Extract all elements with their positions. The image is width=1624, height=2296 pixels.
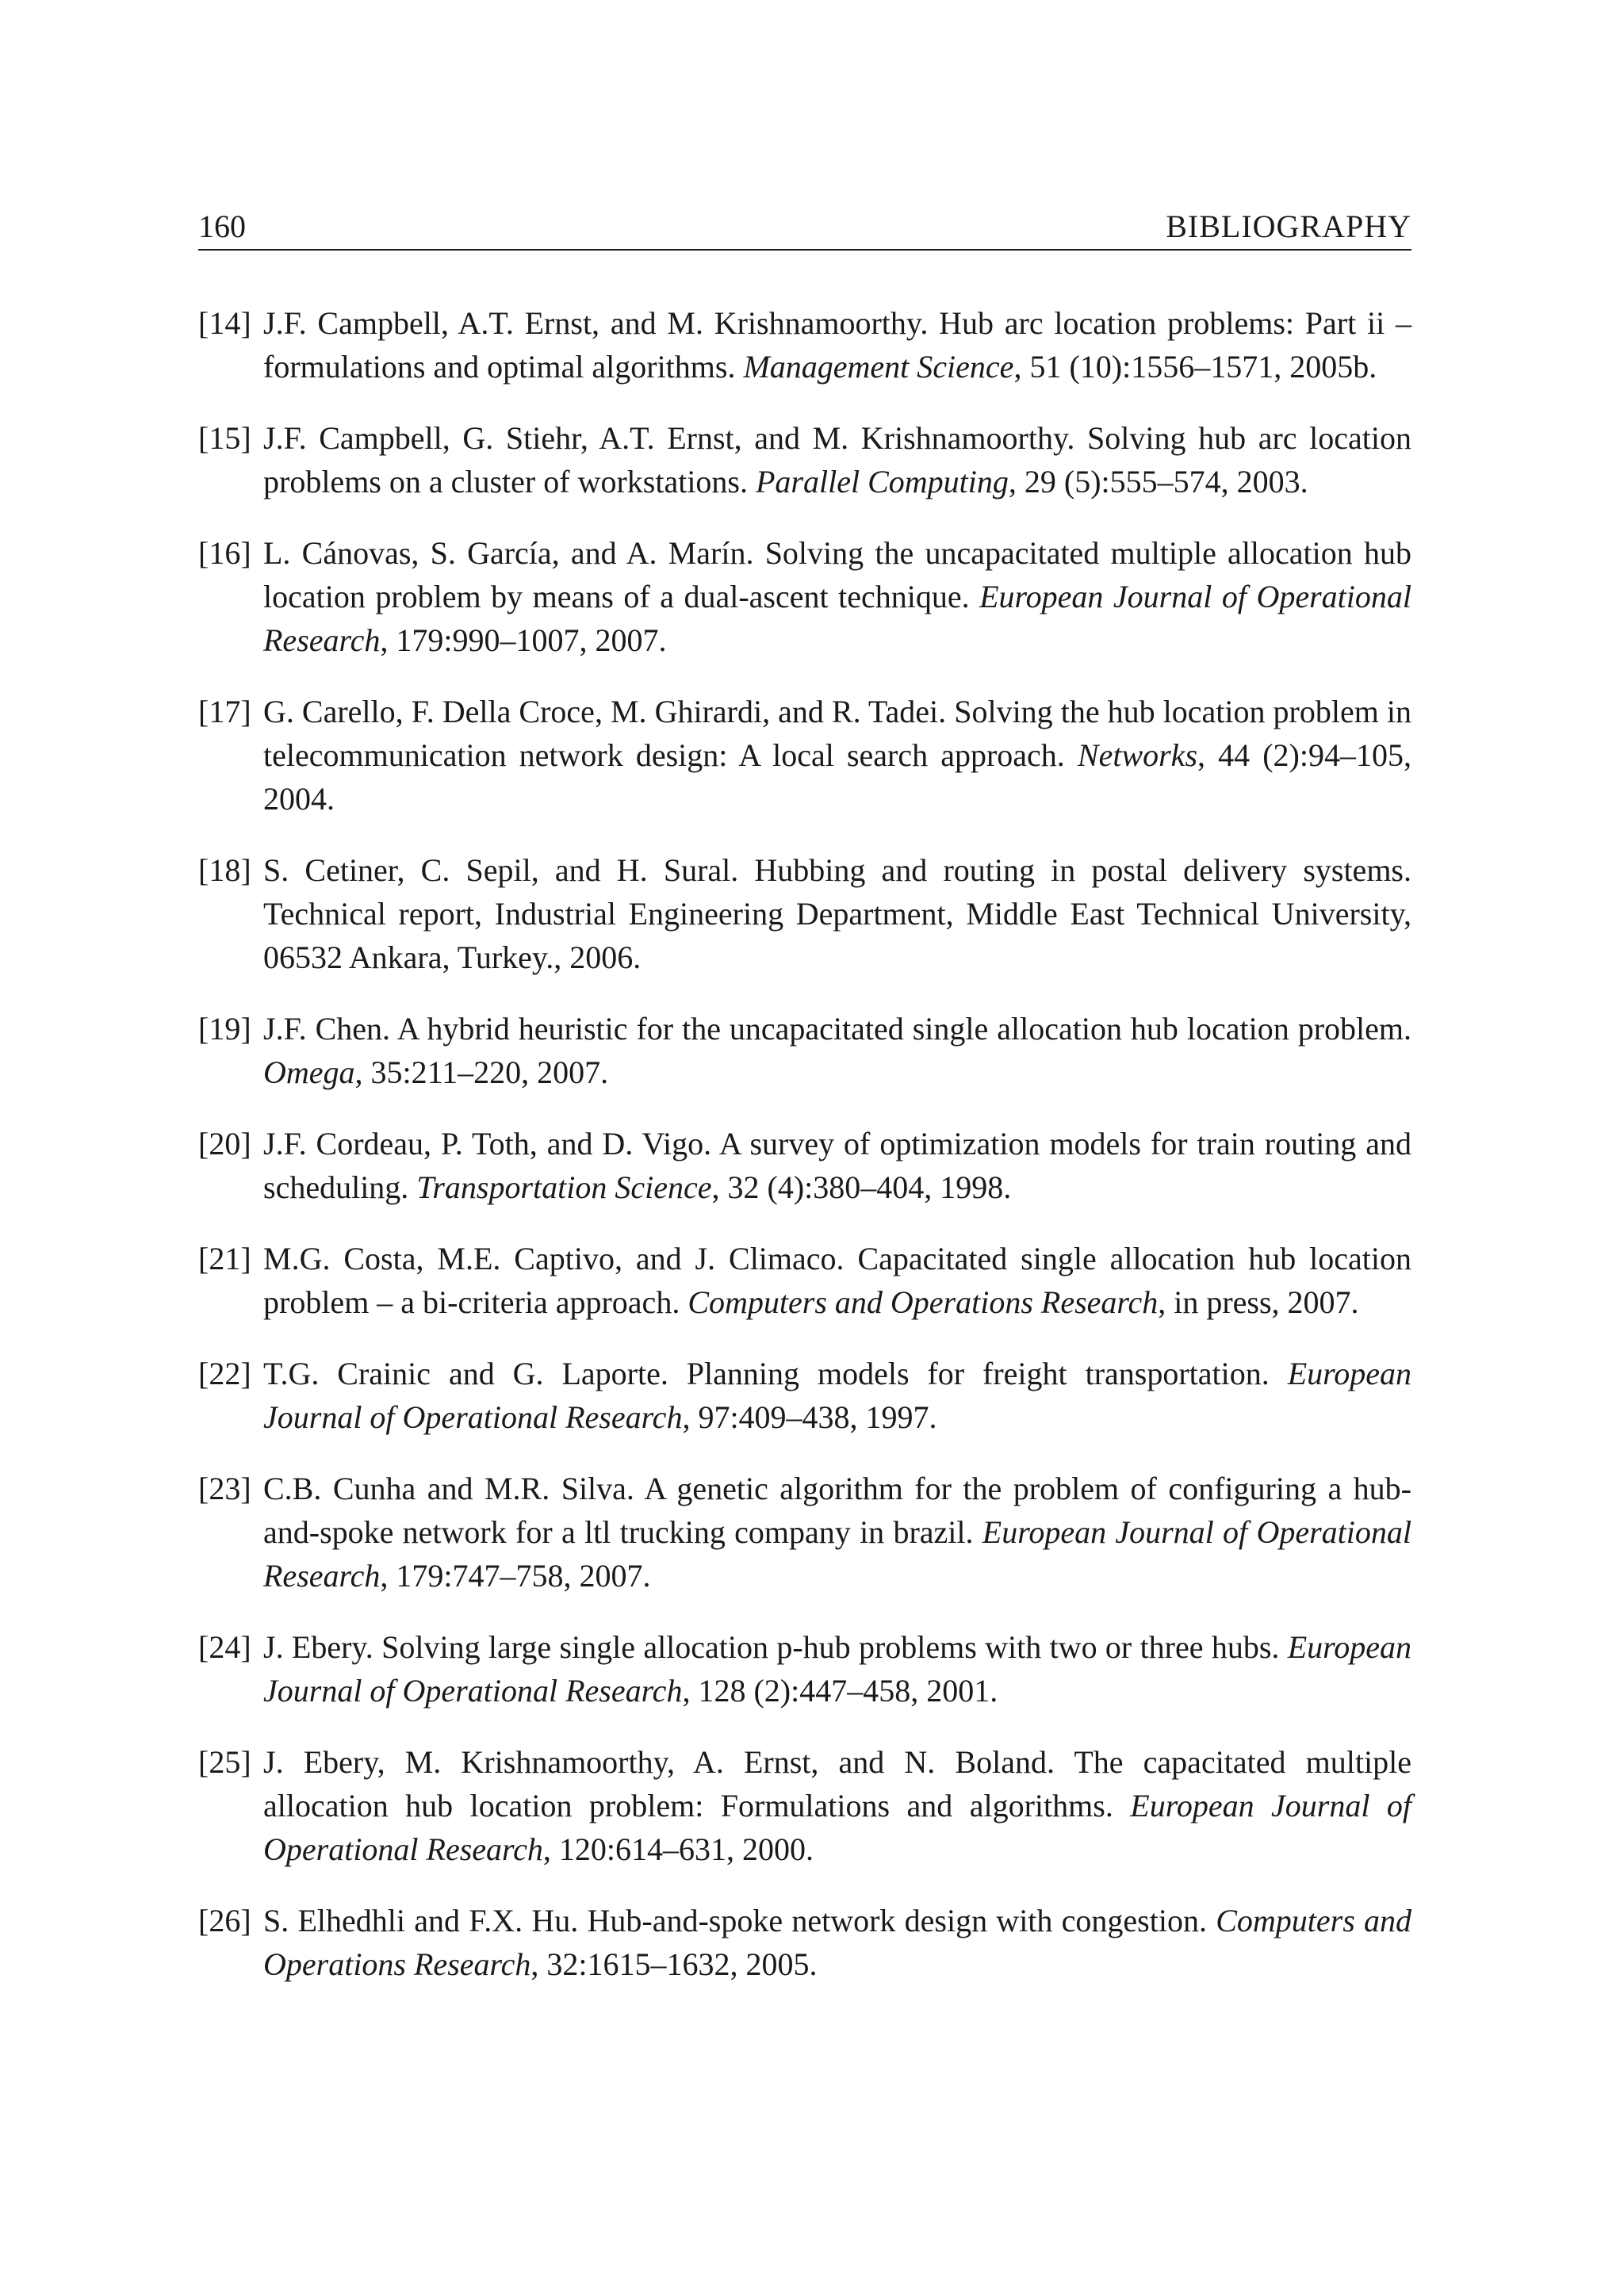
- reference-details: , 35:211–220, 2007.: [354, 1054, 609, 1090]
- reference-venue: Transportation Science: [416, 1169, 712, 1205]
- reference-venue: European Journal of Operational Research: [263, 1788, 1412, 1867]
- reference-venue: Management Science: [743, 349, 1014, 385]
- reference-label: [15]: [198, 420, 251, 456]
- reference-venue: Computers and Operations Research: [263, 1903, 1411, 1982]
- reference-entry: [198, 690, 1411, 821]
- reference-details: , 179:747–758, 2007.: [380, 1558, 651, 1594]
- reference-details: , 32:1615–1632, 2005.: [530, 1946, 818, 1982]
- reference-text: L. Cánovas, S. García, and A. Marín. Solving the uncapacitated multiple allocation hub location problem by means of a dual-ascent technique.: [263, 535, 1411, 614]
- reference-label: [18]: [198, 852, 251, 888]
- reference-details: , 120:614–631, 2000.: [542, 1831, 814, 1867]
- page-number: 160: [198, 209, 246, 244]
- reference-text: S. Cetiner, C. Sepil, and H. Sural. Hubbing and routing in postal delivery systems. Technical report, Industrial Engineering Department, Middle East Technical University, 06532 Ankara, Turkey., 2006.: [263, 852, 1411, 975]
- reference-details: , in press, 2007.: [1158, 1284, 1359, 1320]
- reference-label: [21]: [198, 1241, 251, 1276]
- reference-text: J.F. Chen. A hybrid heuristic for the uncapacitated single allocation hub location problem.: [263, 1011, 1411, 1047]
- reference-venue: European Journal of Operational Research: [263, 579, 1411, 658]
- reference-label: [25]: [198, 1744, 251, 1780]
- reference-label: [16]: [198, 535, 251, 571]
- reference-venue: Parallel Computing: [756, 464, 1009, 499]
- running-head: BIBLIOGRAPHY: [1166, 209, 1411, 244]
- reference-text: J. Ebery, M. Krishnamoorthy, A. Ernst, and N. Boland. The capacitated multiple allocation hub location problem: Formulations and algorithms.: [263, 1744, 1411, 1823]
- reference-entry: [198, 301, 1411, 388]
- reference-details: , 32 (4):380–404, 1998.: [711, 1169, 1012, 1205]
- reference-label: [14]: [198, 305, 251, 341]
- reference-entry: [198, 531, 1411, 662]
- reference-text: M.G. Costa, M.E. Captivo, and J. Climaco. Capacitated single allocation hub location problem – a bi-criteria approach.: [263, 1241, 1411, 1320]
- reference-label: [26]: [198, 1903, 251, 1938]
- reference-details: , 97:409–438, 1997.: [682, 1399, 937, 1435]
- reference-label: [17]: [198, 694, 251, 729]
- reference-entry: [198, 848, 1411, 979]
- reference-entry: [198, 1007, 1411, 1094]
- reference-entry: [198, 1625, 1411, 1712]
- reference-text: J.F. Cordeau, P. Toth, and D. Vigo. A survey of optimization models for train routing and scheduling.: [263, 1126, 1411, 1205]
- reference-venue: Networks: [1077, 737, 1198, 773]
- reference-entry: [198, 1352, 1411, 1439]
- bibliography-list: [198, 301, 1411, 2014]
- reference-venue: Omega: [263, 1054, 355, 1090]
- reference-details: , 29 (5):555–574, 2003.: [1008, 464, 1308, 499]
- reference-venue: Computers and Operations Research: [688, 1284, 1159, 1320]
- page: [198, 0, 1411, 2296]
- reference-entry: [198, 416, 1411, 503]
- reference-venue: European Journal of Operational Research: [263, 1629, 1412, 1709]
- reference-label: [23]: [198, 1471, 251, 1506]
- reference-text: T.G. Crainic and G. Laporte. Planning models for freight transportation.: [263, 1356, 1270, 1391]
- reference-label: [22]: [198, 1356, 251, 1391]
- reference-entry: [198, 1467, 1411, 1598]
- reference-entry: [198, 1740, 1411, 1871]
- reference-text: J.F. Campbell, A.T. Ernst, and M. Krishnamoorthy. Hub arc location problems: Part ii – formulations and optimal algorithms.: [263, 305, 1411, 385]
- reference-venue: European Journal of Operational Research: [263, 1514, 1411, 1594]
- reference-entry: [198, 1899, 1411, 1986]
- reference-details: , 128 (2):447–458, 2001.: [682, 1673, 998, 1709]
- reference-entry: [198, 1237, 1411, 1324]
- reference-text: J.F. Campbell, G. Stiehr, A.T. Ernst, and M. Krishnamoorthy. Solving hub arc location problems on a cluster of workstations.: [263, 420, 1411, 499]
- reference-venue: European Journal of Operational Research: [263, 1356, 1412, 1435]
- reference-text: C.B. Cunha and M.R. Silva. A genetic algorithm for the problem of configuring a hub-and-spoke network for a ltl trucking company in brazil.: [263, 1471, 1411, 1550]
- reference-details: , 179:990–1007, 2007.: [380, 622, 667, 658]
- reference-entry: [198, 1122, 1411, 1209]
- reference-details: , 51 (10):1556–1571, 2005b.: [1013, 349, 1377, 385]
- reference-text: S. Elhedhli and F.X. Hu. Hub-and-spoke network design with congestion.: [263, 1903, 1207, 1938]
- reference-text: G. Carello, F. Della Croce, M. Ghirardi, and R. Tadei. Solving the hub location problem in telecommunication network design: A local search approach.: [263, 694, 1411, 773]
- page-header: [198, 205, 1411, 251]
- reference-label: [19]: [198, 1011, 251, 1047]
- reference-details: , 44 (2):94–105, 2004.: [263, 737, 1411, 817]
- reference-label: [20]: [198, 1126, 251, 1161]
- reference-label: [24]: [198, 1629, 251, 1665]
- reference-text: J. Ebery. Solving large single allocation p-hub problems with two or three hubs.: [263, 1629, 1280, 1665]
